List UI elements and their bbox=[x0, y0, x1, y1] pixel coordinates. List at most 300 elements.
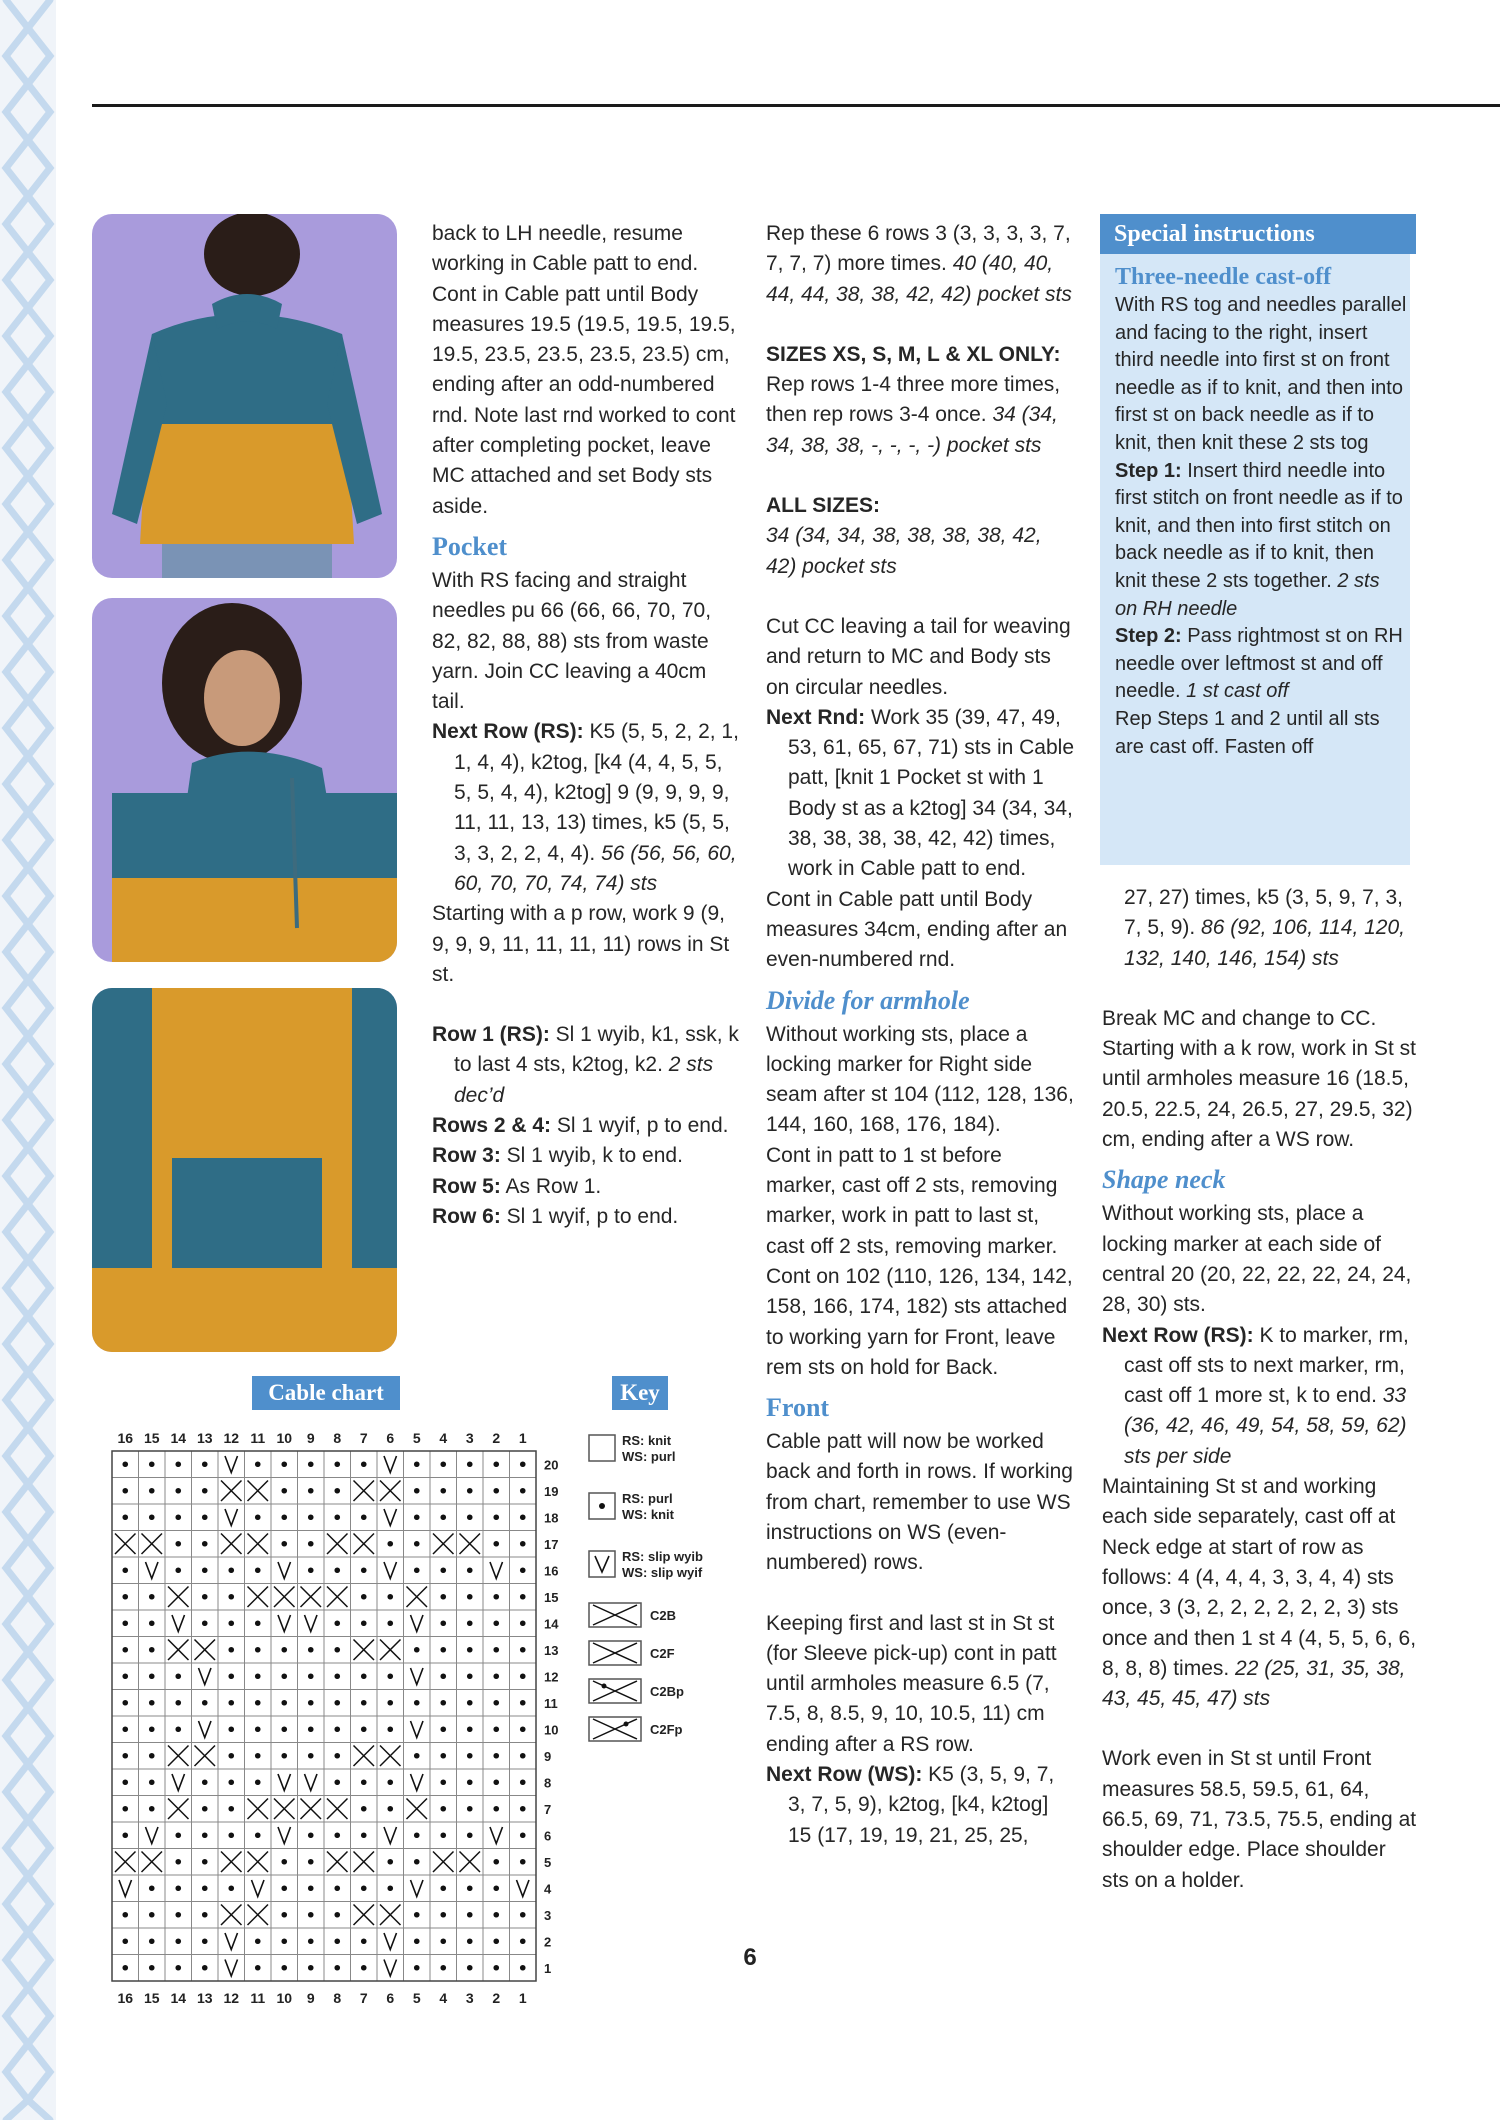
chart-row-number: 16 bbox=[544, 1563, 559, 1579]
text-column-3 bbox=[1102, 883, 1417, 1896]
chart-col-number: 13 bbox=[196, 1990, 213, 2006]
c2b-symbol-icon bbox=[588, 1602, 644, 1630]
chart-purl-dot bbox=[493, 1673, 499, 1679]
special-instructions-body bbox=[1115, 262, 1407, 761]
chart-purl-dot bbox=[334, 1912, 340, 1918]
chart-purl-dot bbox=[361, 1673, 367, 1679]
chart-purl-dot bbox=[387, 1885, 393, 1891]
chart-purl-dot bbox=[228, 1885, 234, 1891]
chart-purl-dot bbox=[361, 1700, 367, 1706]
chart-purl-dot bbox=[122, 1620, 128, 1626]
chart-purl-dot bbox=[493, 1753, 499, 1759]
chart-col-number: 1 bbox=[518, 1990, 527, 2006]
c2bp-symbol-icon bbox=[588, 1678, 644, 1706]
chart-purl-dot bbox=[255, 1620, 261, 1626]
chart-purl-dot bbox=[175, 1832, 181, 1838]
chart-purl-dot bbox=[308, 1753, 314, 1759]
chart-row-number: 20 bbox=[544, 1457, 559, 1473]
chart-purl-dot bbox=[361, 1885, 367, 1891]
chart-purl-dot bbox=[520, 1779, 526, 1785]
text-column-1 bbox=[432, 219, 742, 1232]
chart-purl-dot bbox=[122, 1594, 128, 1600]
c2fp-symbol-icon bbox=[588, 1716, 644, 1744]
chart-purl-dot bbox=[387, 1726, 393, 1732]
chart-purl-dot bbox=[414, 1541, 420, 1547]
key-label: WS: knit bbox=[622, 1507, 674, 1522]
key-label: WS: purl bbox=[622, 1449, 676, 1464]
key-label: C2B bbox=[650, 1608, 677, 1623]
chart-col-number: 2 bbox=[492, 1430, 501, 1446]
chart-purl-dot bbox=[387, 1806, 393, 1812]
chart-col-number: 15 bbox=[143, 1990, 160, 2006]
chart-purl-dot bbox=[467, 1620, 473, 1626]
chart-purl-dot bbox=[308, 1726, 314, 1732]
chart-purl-dot bbox=[122, 1832, 128, 1838]
chart-purl-dot bbox=[467, 1673, 473, 1679]
chart-purl-dot bbox=[414, 1461, 420, 1467]
chart-purl-dot bbox=[308, 1647, 314, 1653]
chart-col-number: 7 bbox=[359, 1430, 368, 1446]
instruction-continuation: 27, 27) times, k5 (3, 5, 9, 7, 3, 7, 5, 9). 86 (92, 106, 114, 120, 132, 140, 146, 154) sts bbox=[1124, 886, 1405, 970]
chart-col-number: 4 bbox=[439, 1990, 448, 2006]
chart-purl-dot bbox=[228, 1567, 234, 1573]
paragraph: Rep rows 1-4 three more times, then rep rows 3-4 once. 34 (34, 34, 38, 38, -, -, -, -) pocket sts bbox=[766, 373, 1061, 457]
chart-purl-dot bbox=[202, 1567, 208, 1573]
paragraph: Cont in patt to 1 st before marker, cast off 2 sts, removing marker, work in patt to last st, cast off 2 sts, removing marker. Cont on 102 (110, 126, 134, 142, 158, 166, 174, 182) sts attached to working yarn for Front, leave rem sts on hold for Back. bbox=[766, 1143, 1073, 1379]
subheading-sizes: SIZES XS, S, M, L & XL ONLY: bbox=[766, 342, 1061, 366]
chart-col-number: 11 bbox=[250, 1430, 266, 1446]
chart-purl-dot bbox=[440, 1488, 446, 1494]
paragraph: Rep these 6 rows 3 (3, 3, 3, 3, 7, 7, 7, 7) more times. 40 (40, 40, 44, 44, 38, 38, 42, 42) pocket sts bbox=[766, 222, 1072, 306]
chart-row-number: 11 bbox=[544, 1695, 558, 1711]
key-label: WS: slip wyif bbox=[622, 1565, 703, 1580]
chart-purl-dot bbox=[361, 1567, 367, 1573]
chart-col-number: 16 bbox=[117, 1990, 134, 2006]
chart-purl-dot bbox=[520, 1806, 526, 1812]
chart-col-number: 2 bbox=[492, 1990, 501, 2006]
chart-purl-dot bbox=[281, 1726, 287, 1732]
cable-chart bbox=[108, 1425, 568, 2025]
chart-col-number: 14 bbox=[170, 1430, 187, 1446]
chart-purl-dot bbox=[149, 1514, 155, 1520]
chart-purl-dot bbox=[255, 1832, 261, 1838]
chart-purl-dot bbox=[520, 1647, 526, 1653]
chart-purl-dot bbox=[493, 1541, 499, 1547]
paragraph: With RS facing and straight needles pu 66 (66, 66, 70, 70, 82, 82, 88, 88) sts from waste yarn. Join CC leaving a 40cm tail. bbox=[432, 568, 712, 714]
chart-purl-dot bbox=[281, 1488, 287, 1494]
chart-purl-dot bbox=[175, 1726, 181, 1732]
chart-purl-dot bbox=[520, 1753, 526, 1759]
chart-purl-dot bbox=[334, 1753, 340, 1759]
chart-purl-dot bbox=[520, 1700, 526, 1706]
paragraph: Keeping first and last st in St st (for Sleeve pick-up) cont in patt until armholes measure 6.5 (7, 7.5, 8, 8.5, 9, 10, 10.5, 11) cm ending after a RS row. bbox=[766, 1611, 1057, 1756]
chart-purl-dot bbox=[175, 1912, 181, 1918]
top-rule bbox=[92, 104, 1500, 107]
chart-purl-dot bbox=[149, 1806, 155, 1812]
paragraph: Without working sts, place a locking marker for Right side seam after st 104 (112, 128, 136, 144, 160, 168, 176, 184). bbox=[766, 1022, 1074, 1137]
chart-purl-dot bbox=[334, 1514, 340, 1520]
special-instructions-title: Special instructions bbox=[1100, 214, 1416, 254]
key-label: C2F bbox=[650, 1646, 675, 1661]
chart-col-number: 12 bbox=[223, 1990, 240, 2006]
chart-purl-dot bbox=[334, 1726, 340, 1732]
chart-purl-dot bbox=[361, 1726, 367, 1732]
chart-purl-dot bbox=[308, 1541, 314, 1547]
chart-purl-dot bbox=[440, 1567, 446, 1573]
instruction-row-1: Row 1 (RS): Sl 1 wyib, k1, ssk, k to last 4 sts, k2tog, k2. 2 sts dec’d bbox=[432, 1023, 739, 1107]
chart-purl-dot bbox=[175, 1885, 181, 1891]
section-heading-pocket: Pocket bbox=[432, 531, 508, 561]
chart-col-number: 6 bbox=[386, 1990, 395, 2006]
chart-row-number: 12 bbox=[544, 1669, 559, 1685]
chart-purl-dot bbox=[467, 1594, 473, 1600]
chart-purl-dot bbox=[281, 1912, 287, 1918]
chart-row-number: 19 bbox=[544, 1483, 559, 1499]
chart-purl-dot bbox=[175, 1541, 181, 1547]
chart-purl-dot bbox=[308, 1885, 314, 1891]
chart-purl-dot bbox=[308, 1912, 314, 1918]
chart-purl-dot bbox=[175, 1461, 181, 1467]
chart-purl-dot bbox=[414, 1753, 420, 1759]
chart-purl-dot bbox=[467, 1806, 473, 1812]
key-label: RS: purl bbox=[622, 1491, 673, 1506]
chart-purl-dot bbox=[440, 1753, 446, 1759]
chart-purl-dot bbox=[202, 1594, 208, 1600]
chart-purl-dot bbox=[334, 1488, 340, 1494]
chart-purl-dot bbox=[440, 1912, 446, 1918]
chart-purl-dot bbox=[228, 1726, 234, 1732]
cable-chart-title: Cable chart bbox=[252, 1376, 400, 1410]
chart-purl-dot bbox=[361, 1806, 367, 1812]
chart-row-number: 6 bbox=[544, 1828, 552, 1844]
paragraph: Cont in Cable patt until Body measures 34cm, ending after an even-numbered rnd. bbox=[766, 887, 1068, 972]
chart-purl-dot bbox=[520, 1673, 526, 1679]
chart-purl-dot bbox=[440, 1514, 446, 1520]
chart-purl-dot bbox=[414, 1700, 420, 1706]
chart-col-number: 3 bbox=[465, 1430, 474, 1446]
c2f-symbol-icon bbox=[588, 1640, 644, 1668]
chart-purl-dot bbox=[281, 1461, 287, 1467]
chart-purl-dot bbox=[281, 1673, 287, 1679]
chart-purl-dot bbox=[255, 1700, 261, 1706]
instruction-step-1: Step 1: Insert third needle into first stitch on front needle as if to knit, and then into first stitch on back needle as if to knit, then knit these 2 sts together. 2 sts on RH needle bbox=[1115, 459, 1403, 620]
chart-purl-dot bbox=[440, 1885, 446, 1891]
chart-purl-dot bbox=[467, 1753, 473, 1759]
chart-purl-dot bbox=[202, 1885, 208, 1891]
chart-purl-dot bbox=[149, 1726, 155, 1732]
chart-purl-dot bbox=[493, 1700, 499, 1706]
chart-purl-dot bbox=[281, 1700, 287, 1706]
chart-purl-dot bbox=[493, 1885, 499, 1891]
paragraph: Cut CC leaving a tail for weaving and return to MC and Body sts on circular needles. bbox=[766, 614, 1071, 699]
paragraph: Maintaining St st and working each side separately, cast off at Neck edge at start of row as follows: 4 (4, 4, 4, 3, 3, 4, 4) sts once, 3 (3, 2, 2, 2, 2, 2, 2, 3) sts once and then 1 st 4 (4, 5, 5, 6, 6, 8, 8, 8) times. 22 (25, 31, 35, 38, 43, 45, 45, 47) sts bbox=[1102, 1475, 1417, 1711]
text-column-2 bbox=[766, 219, 1076, 1851]
chart-col-number: 3 bbox=[465, 1990, 474, 2006]
chart-purl-dot bbox=[493, 1859, 499, 1865]
chart-purl-dot bbox=[334, 1567, 340, 1573]
chart-purl-dot bbox=[467, 1514, 473, 1520]
chart-purl-dot bbox=[493, 1620, 499, 1626]
chart-purl-dot bbox=[308, 1673, 314, 1679]
section-heading-divide-armhole: Divide for armhole bbox=[766, 985, 970, 1015]
chart-purl-dot bbox=[308, 1514, 314, 1520]
paragraph: Without working sts, place a locking marker at each side of central 20 (20, 22, 22, 22, 24, 24, 28, 30) sts. bbox=[1102, 1202, 1412, 1317]
chart-purl-dot bbox=[520, 1488, 526, 1494]
chart-purl-dot bbox=[175, 1567, 181, 1573]
chart-purl-dot bbox=[175, 1673, 181, 1679]
chart-row-number: 17 bbox=[544, 1536, 559, 1552]
paragraph: Break MC and change to CC. Starting with a k row, work in St st until armholes measure 16 (18.5, 20.5, 22.5, 24, 26.5, 27, 29.5, 32) cm, ending after a WS row. bbox=[1102, 1006, 1416, 1152]
chart-col-number: 10 bbox=[276, 1430, 293, 1446]
chart-purl-dot bbox=[334, 1885, 340, 1891]
chart-col-number: 4 bbox=[439, 1430, 448, 1446]
paragraph: Work even in St st until Front measures 58.5, 59.5, 61, 64, 66.5, 69, 71, 73.5, 75.5, ending at shoulder edge. Place shoulder sts on a holder. bbox=[1102, 1747, 1417, 1892]
chart-purl-dot bbox=[228, 1700, 234, 1706]
instruction-row-5: Row 5: As Row 1. bbox=[432, 1174, 602, 1198]
chart-purl-dot bbox=[467, 1700, 473, 1706]
chart-purl-dot bbox=[361, 1620, 367, 1626]
chart-purl-dot bbox=[202, 1806, 208, 1812]
chart-purl-dot bbox=[520, 1594, 526, 1600]
chart-purl-dot bbox=[308, 1859, 314, 1865]
chart-purl-dot bbox=[202, 1541, 208, 1547]
chart-col-number: 11 bbox=[250, 1990, 266, 2006]
chart-purl-dot bbox=[228, 1673, 234, 1679]
chart-purl-dot bbox=[440, 1832, 446, 1838]
chart-purl-dot bbox=[493, 1514, 499, 1520]
chart-purl-dot bbox=[255, 1567, 261, 1573]
chart-purl-dot bbox=[440, 1461, 446, 1467]
chart-purl-dot bbox=[202, 1514, 208, 1520]
chart-purl-dot bbox=[202, 1779, 208, 1785]
chart-purl-dot bbox=[440, 1806, 446, 1812]
chart-purl-dot bbox=[228, 1753, 234, 1759]
chart-purl-dot bbox=[122, 1461, 128, 1467]
chart-col-number: 8 bbox=[333, 1990, 342, 2006]
chart-purl-dot bbox=[308, 1567, 314, 1573]
chart-purl-dot bbox=[122, 1514, 128, 1520]
chart-purl-dot bbox=[334, 1461, 340, 1467]
photo-back-view bbox=[92, 214, 397, 578]
instruction-step-2: Step 2: Pass rightmost st on RH needle over leftmost st and off needle. 1 st cast off bbox=[1115, 625, 1403, 703]
chart-purl-dot bbox=[175, 1488, 181, 1494]
chart-purl-dot bbox=[122, 1912, 128, 1918]
paragraph: 34 (34, 34, 38, 38, 38, 38, 42, 42) pocket sts bbox=[766, 524, 1042, 578]
chart-purl-dot bbox=[493, 1647, 499, 1653]
chart-purl-dot bbox=[149, 1461, 155, 1467]
chart-purl-dot bbox=[149, 1620, 155, 1626]
chart-row-number: 7 bbox=[544, 1801, 552, 1817]
chart-purl-dot bbox=[361, 1514, 367, 1520]
chart-row-number: 9 bbox=[544, 1748, 552, 1764]
chart-row-number: 5 bbox=[544, 1854, 552, 1870]
chart-purl-dot bbox=[255, 1461, 261, 1467]
chart-purl-dot bbox=[149, 1488, 155, 1494]
key-label: C2Fp bbox=[650, 1722, 683, 1737]
paragraph: Rep Steps 1 and 2 until all sts are cast off. Fasten off bbox=[1115, 707, 1380, 758]
chart-purl-dot bbox=[228, 1779, 234, 1785]
instruction-next-row-ws: Next Row (WS): K5 (3, 5, 9, 7, 3, 7, 5, 9), k2tog, [k4, k2tog] 15 (17, 19, 19, 21, 25, 25, bbox=[766, 1763, 1055, 1847]
chart-purl-dot bbox=[149, 1885, 155, 1891]
chart-purl-dot bbox=[149, 1647, 155, 1653]
chart-purl-dot bbox=[149, 1912, 155, 1918]
chart-col-number: 5 bbox=[412, 1990, 421, 2006]
chart-purl-dot bbox=[440, 1779, 446, 1785]
chart-purl-dot bbox=[202, 1832, 208, 1838]
chart-purl-dot bbox=[467, 1567, 473, 1573]
instruction-row-3: Row 3: Sl 1 wyib, k to end. bbox=[432, 1144, 683, 1168]
key-label: RS: slip wyib bbox=[622, 1549, 703, 1564]
chart-purl-dot bbox=[520, 1859, 526, 1865]
chart-purl-dot bbox=[281, 1541, 287, 1547]
chart-purl-dot bbox=[387, 1673, 393, 1679]
paragraph: Cable patt will now be worked back and forth in rows. If working from chart, remember to use WS instructions on WS (even-numbered) rows. bbox=[766, 1430, 1073, 1575]
chart-purl-dot bbox=[440, 1673, 446, 1679]
chart-purl-dot bbox=[255, 1779, 261, 1785]
chart-purl-dot bbox=[467, 1779, 473, 1785]
chart-purl-dot bbox=[414, 1912, 420, 1918]
instruction-row-6: Row 6: Sl 1 wyif, p to end. bbox=[432, 1204, 679, 1228]
chart-purl-dot bbox=[361, 1832, 367, 1838]
chart-purl-dot bbox=[228, 1620, 234, 1626]
chart-purl-dot bbox=[149, 1673, 155, 1679]
key-title: Key bbox=[612, 1376, 668, 1410]
chart-row-number: 14 bbox=[544, 1616, 559, 1632]
chart-purl-dot bbox=[467, 1832, 473, 1838]
chart-purl-dot bbox=[520, 1912, 526, 1918]
chart-purl-dot bbox=[202, 1912, 208, 1918]
chart-purl-dot bbox=[202, 1859, 208, 1865]
chart-purl-dot bbox=[520, 1461, 526, 1467]
chart-purl-dot bbox=[334, 1832, 340, 1838]
chart-col-number: 6 bbox=[386, 1430, 395, 1446]
chart-purl-dot bbox=[308, 1461, 314, 1467]
chart-col-number: 7 bbox=[359, 1990, 368, 2006]
chart-purl-dot bbox=[467, 1726, 473, 1732]
chart-purl-dot bbox=[149, 1753, 155, 1759]
chart-purl-dot bbox=[175, 1514, 181, 1520]
chart-purl-dot bbox=[520, 1567, 526, 1573]
instruction-next-row: Next Row (RS): K5 (5, 5, 2, 2, 1, 1, 4, 4), k2tog, [k4 (4, 4, 5, 5, 5, 5, 4, 4), k2tog] 9 (9, 9, 9, 9, 11, 11, 13, 13) times, k5 (5, 5, 3, 3, 2, 2, 4, 4). 56 (56, 56, 60, 60, 70, 70, 74, 74) sts bbox=[432, 720, 739, 895]
chart-purl-dot bbox=[387, 1700, 393, 1706]
chart-purl-dot bbox=[122, 1673, 128, 1679]
instruction-rows-2-4: Rows 2 & 4: Sl 1 wyif, p to end. bbox=[432, 1114, 729, 1138]
chart-purl-dot bbox=[520, 1514, 526, 1520]
chart-row-number: 10 bbox=[544, 1722, 559, 1738]
chart-purl-dot bbox=[334, 1700, 340, 1706]
chart-col-number: 15 bbox=[143, 1430, 160, 1446]
chart-row-number: 4 bbox=[544, 1881, 552, 1897]
chart-purl-dot bbox=[440, 1726, 446, 1732]
chart-purl-dot bbox=[228, 1647, 234, 1653]
chart-purl-dot bbox=[228, 1806, 234, 1812]
chart-purl-dot bbox=[387, 1541, 393, 1547]
chart-purl-dot bbox=[467, 1647, 473, 1653]
chart-purl-dot bbox=[281, 1885, 287, 1891]
chart-purl-dot bbox=[255, 1673, 261, 1679]
chart-col-number: 5 bbox=[412, 1430, 421, 1446]
chart-purl-dot bbox=[255, 1647, 261, 1653]
key-label: C2Bp bbox=[650, 1684, 684, 1699]
chart-purl-dot bbox=[467, 1912, 473, 1918]
chart-col-number: 1 bbox=[518, 1430, 527, 1446]
chart-col-number: 9 bbox=[306, 1990, 315, 2006]
chart-purl-dot bbox=[175, 1859, 181, 1865]
chart-purl-dot bbox=[414, 1832, 420, 1838]
chart-purl-dot bbox=[122, 1779, 128, 1785]
chart-row-number: 13 bbox=[544, 1642, 559, 1658]
chart-purl-dot bbox=[334, 1647, 340, 1653]
chart-purl-dot bbox=[493, 1488, 499, 1494]
chart-purl-dot bbox=[414, 1514, 420, 1520]
chart-purl-dot bbox=[387, 1779, 393, 1785]
chart-purl-dot bbox=[175, 1700, 181, 1706]
chart-row-number: 1 bbox=[544, 1960, 552, 1976]
chart-purl-dot bbox=[255, 1514, 261, 1520]
chart-purl-dot bbox=[493, 1779, 499, 1785]
chart-col-number: 14 bbox=[170, 1990, 187, 2006]
chart-purl-dot bbox=[122, 1488, 128, 1494]
chart-purl-dot bbox=[520, 1541, 526, 1547]
chart-purl-dot bbox=[281, 1514, 287, 1520]
chart-purl-dot bbox=[467, 1885, 473, 1891]
paragraph: With RS tog and needles parallel and facing to the right, insert third needle into first st on front needle as if to knit, and then into first st on back needle as if to knit, then knit these 2 sts tog bbox=[1115, 294, 1407, 454]
instruction-next-rnd: Next Rnd: Work 35 (39, 47, 49, 53, 61, 65, 67, 71) sts in Cable patt, [knit 1 Pocket st with 1 Body st as a k2tog] 34 (34, 34, 38, 38, 38, 38, 42, 42) times, work in Cable patt to end. bbox=[766, 705, 1075, 881]
page-number: 6 bbox=[743, 1944, 757, 1971]
chart-purl-dot bbox=[334, 1673, 340, 1679]
chart-purl-dot bbox=[493, 1461, 499, 1467]
chart-purl-dot bbox=[493, 1912, 499, 1918]
braid-border-decoration bbox=[0, 0, 56, 2120]
chart-purl-dot bbox=[202, 1700, 208, 1706]
paragraph: Starting with a p row, work 9 (9, 9, 9, 9, 11, 11, 11, 11) rows in St st. bbox=[432, 902, 730, 986]
chart-purl-dot bbox=[414, 1647, 420, 1653]
chart-purl-dot bbox=[467, 1488, 473, 1494]
chart-purl-dot bbox=[440, 1620, 446, 1626]
chart-purl-dot bbox=[202, 1461, 208, 1467]
chart-purl-dot bbox=[387, 1859, 393, 1865]
chart-col-number: 16 bbox=[117, 1430, 134, 1446]
chart-purl-dot bbox=[361, 1779, 367, 1785]
chart-purl-dot bbox=[308, 1832, 314, 1838]
photo-pocket-closeup bbox=[92, 988, 397, 1352]
instruction-next-row-neck: Next Row (RS): K to marker, rm, cast off sts to next marker, rm, cast off 1 more st, k to end. 33 (36, 42, 46, 49, 54, 58, 59, 62) sts per side bbox=[1102, 1323, 1409, 1468]
chart-purl-dot bbox=[149, 1594, 155, 1600]
chart-purl-dot bbox=[493, 1806, 499, 1812]
chart-col-number: 10 bbox=[276, 1990, 293, 2006]
chart-purl-dot bbox=[281, 1753, 287, 1759]
chart-purl-dot bbox=[228, 1594, 234, 1600]
chart-purl-dot bbox=[255, 1726, 261, 1732]
chart-purl-dot bbox=[414, 1567, 420, 1573]
chart-purl-dot bbox=[202, 1620, 208, 1626]
chart-purl-dot bbox=[467, 1461, 473, 1467]
chart-purl-dot bbox=[440, 1700, 446, 1706]
chart-col-number: 13 bbox=[196, 1430, 213, 1446]
chart-purl-dot bbox=[281, 1859, 287, 1865]
chart-purl-dot bbox=[122, 1806, 128, 1812]
chart-purl-dot bbox=[122, 1700, 128, 1706]
chart-purl-dot bbox=[493, 1594, 499, 1600]
chart-row-number: 2 bbox=[544, 1934, 552, 1950]
chart-purl-dot bbox=[202, 1488, 208, 1494]
chart-purl-dot bbox=[122, 1567, 128, 1573]
chart-purl-dot bbox=[308, 1700, 314, 1706]
chart-col-number: 9 bbox=[306, 1430, 315, 1446]
chart-purl-dot bbox=[308, 1488, 314, 1494]
chart-purl-dot bbox=[255, 1753, 261, 1759]
chart-purl-dot bbox=[122, 1726, 128, 1732]
